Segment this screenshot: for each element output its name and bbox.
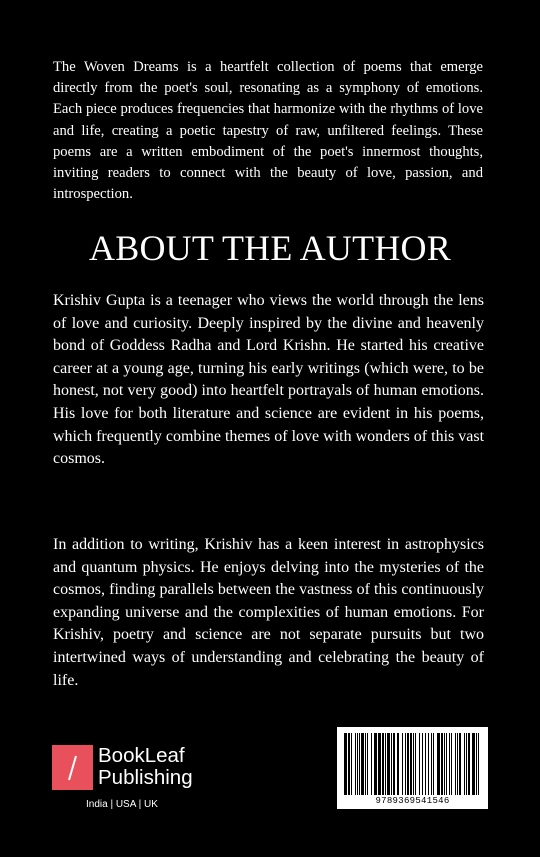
barcode-bar [382,733,384,795]
barcode-bar [466,733,467,795]
isbn-barcode [336,726,489,810]
barcode-bar [405,733,406,795]
barcode-bar [437,733,440,795]
barcode-bar [407,733,409,795]
barcode-bar [385,733,386,795]
book-blurb: The Woven Dreams is a heartfelt collection of poems that emerge directly from the poet's soul, resonating as a symphony of emotions. Each piece produces frequencies that harmonize with the rhythms of love and life, creating a poetic tapestry of raw, unfiltered feelings. These poems are a written embodiment of the poet's innermost thoughts, inviting readers to connect with the beauty of love, passion, and introspection. [53,59,483,203]
publisher-name-line-2: Publishing [98,766,193,789]
barcode-bar [391,733,392,795]
publisher-regions: India | USA | UK [86,799,158,810]
barcode-bar [431,733,432,795]
barcode-bar [459,733,461,795]
barcode-bar [357,733,358,795]
barcode-bar [428,733,429,795]
barcode-bar [361,733,364,795]
barcode-bar [393,733,395,795]
barcode-bar [359,733,360,795]
barcode-bar [415,733,416,795]
barcode-bar [472,733,475,795]
barcode-bar [446,733,447,795]
barcode-bar [355,733,356,795]
barcode-bar [344,733,347,795]
barcode-bar [374,733,377,795]
barcode-bar [455,733,456,795]
barcode-bar [433,733,434,795]
barcode-bar [476,733,477,795]
barcode-bar [402,733,403,795]
barcode-bars-icon [344,733,483,795]
barcode-bar [367,733,368,795]
publisher-logo [52,745,222,815]
barcode-bar [444,733,445,795]
author-bio-paragraph-1: Krishiv Gupta is a teenager who views the world through the lens of love and curiosity. Deeply inspired by the divine and heavenly bond of Goddess Radha and Lord Krishn. He started his creative career at a young age, turning his early writings (which were, to be honest, not very good) into heartfelt portrayals of human emotions. His love for both literature and science are evident in his poems, which frequently combine themes of love with wonders of this vast cosmos. [53,292,485,468]
barcode-bar [351,733,352,795]
barcode-bar [478,733,479,795]
author-bio-paragraph-2: In addition to writing, Krishiv has a keen interest in astrophysics and quantum physics. He enjoys delving into the mysteries of the cosmos, finding parallels between the vastness of this continuously expanding universe and the complexities of human emotions. For Krishiv, poetry and science are not separate pursuits but two intertwined ways of understanding and celebrating the beauty of life. [53,536,484,689]
isbn-number: 9789369541546 [375,796,450,806]
barcode-bar [441,733,443,795]
barcode-bar [457,733,458,795]
barcode-bar [387,733,390,795]
barcode-bar [422,733,423,795]
barcode-bar [425,733,426,795]
about-author-heading: ABOUT THE AUTHOR [89,228,451,268]
barcode-bar [365,733,366,795]
barcode-bar [397,733,399,795]
barcode-bar [451,733,452,795]
barcode-bar [371,733,372,795]
barcode-bar [348,733,350,795]
barcode-bar [378,733,381,795]
barcode-bar [410,733,412,795]
barcode-bar [419,733,420,795]
publisher-name-line-1: BookLeaf [98,744,185,767]
bookleaf-logo-icon [52,745,93,790]
barcode-bar [413,733,414,795]
barcode-bar [449,733,450,795]
barcode-bar [468,733,470,795]
barcode-bar [464,733,465,795]
